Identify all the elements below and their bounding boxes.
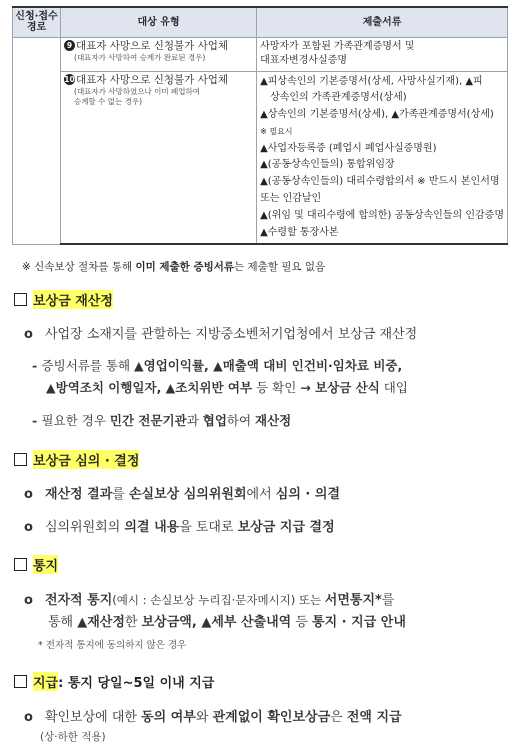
sub-bold: ▲영업이익률, ▲매출액 대비 인건비·임차료 비중, — [134, 358, 403, 373]
sub-bold: 보상금 산식 — [310, 380, 380, 395]
circle-bullet-icon: o — [24, 593, 33, 608]
section-title-rest: : 통지 당일~5일 이내 지급 — [58, 676, 215, 691]
section-title: 보상금 재산정 — [33, 290, 113, 309]
right-arrow-icon: → — [300, 380, 311, 395]
header-type: 대상 유형 — [61, 7, 257, 37]
sub-text: 과 — [186, 413, 203, 428]
bullet-bold: 손실보상 심의위원회 — [128, 487, 247, 502]
doc-line: ▲수령할 통장사본 — [260, 226, 339, 238]
doc-line: 또는 인감날인 — [260, 193, 322, 205]
section-payment-heading — [14, 672, 214, 691]
docs-cell — [257, 71, 508, 244]
bullet-bold: 심의 · 의결 — [275, 487, 341, 502]
footnote: * 전자적 통지에 동의하지 않은 경우 — [38, 640, 187, 651]
bullet-bold: 보상금 지급 결정 — [237, 520, 335, 535]
sub-bold: 민간 전문기관 — [109, 413, 187, 428]
checkbox-square-icon — [14, 558, 27, 571]
bullet-text: 에서 — [246, 487, 276, 502]
bullet-text: 와 — [195, 710, 213, 725]
bullet-text: (예시 : 손실보상 누리집·문자메시지) 또는 — [112, 593, 325, 607]
sub-bold: ▲방역조치 이행일자, ▲조치위반 여부 — [46, 380, 253, 395]
doc-line: ▲(공동상속인들의) 통합위임장 — [260, 159, 395, 171]
list-item — [24, 706, 402, 725]
bullet-bold: 서면통지* — [324, 593, 382, 608]
doc-line: 상속인의 가족관계증명서(상세) — [270, 92, 407, 104]
bullet-bold: 동의 여부 — [141, 710, 196, 725]
bullet-bold: 전액 지급 — [346, 710, 402, 725]
sub-item — [32, 356, 402, 374]
header-route — [13, 7, 61, 37]
row-number-badge: 10 — [64, 74, 75, 84]
type-note: 승계할 수 없는 경우) — [74, 96, 143, 106]
docs-cell — [257, 37, 508, 71]
doc-line: ▲(공동상속인들의) 대리수령합의서 ※ 반드시 본인서명 — [260, 176, 500, 188]
circle-bullet-icon: o — [24, 520, 33, 535]
bullet-bold: 관계없이 확인보상금 — [212, 710, 331, 725]
note-suffix: 는 제출할 필요 없음 — [234, 261, 326, 273]
bullet-text: 확인보상에 대한 — [44, 710, 142, 725]
sub-text: 하여 — [226, 413, 256, 428]
bullet-text: 등 — [291, 615, 313, 630]
checkbox-square-icon — [14, 293, 27, 306]
type-note: (대표자가 사망하였으나 이미 폐업하여 — [74, 86, 201, 96]
doc-line: ▲사업자등록증 (폐업시 폐업사실증명원) — [260, 142, 437, 154]
circle-bullet-icon: o — [24, 327, 33, 342]
doc-line: ※ 필요시 — [260, 126, 293, 136]
type-cell — [61, 37, 257, 71]
doc-line: ▲상속인의 기본증명서(상세), ▲가족관계증명서(상세) — [260, 109, 494, 121]
sub-text: 등 확인 — [252, 380, 301, 395]
section-title: 통지 — [33, 555, 58, 574]
route-cell — [13, 37, 61, 244]
doc-line: 대표자변경사실증명 — [260, 54, 348, 66]
bullet-bold: 보상금액, ▲세부 산출내역 — [141, 615, 292, 630]
bullet-text: 한 — [124, 615, 142, 630]
section-recalc-heading — [14, 290, 113, 309]
header-docs: 제출서류 — [257, 7, 508, 37]
sub-text: 증빙서류를 통해 — [41, 358, 135, 373]
sub-bold: 협업 — [202, 413, 227, 428]
list-item — [24, 589, 394, 608]
bullet-text: 를 — [112, 487, 129, 502]
table-header-row — [13, 7, 508, 37]
header-route-line2: 경로 — [26, 22, 47, 34]
list-item — [24, 483, 340, 502]
payment-note: (상·하한 적용) — [40, 731, 106, 743]
row-number-badge: 9 — [64, 40, 75, 51]
bullet-text: 심의위원회의 — [44, 520, 125, 535]
bullet-text: 을 토대로 — [179, 520, 238, 535]
bullet-text: 통해 — [48, 615, 78, 630]
doc-line: ▲피상속인의 기본증명서(상세, 사망사실기재), ▲피 — [260, 75, 483, 87]
submission-documents-table — [12, 6, 508, 245]
sub-text: 필요한 경우 — [41, 413, 110, 428]
list-item-cont — [48, 611, 406, 630]
type-note: (대표자가 사망하여 승계가 완료된 경우) — [74, 52, 206, 62]
list-item — [24, 323, 417, 342]
dash-icon: - — [32, 358, 42, 373]
type-cell — [61, 71, 257, 244]
bullet-text: 은 — [330, 710, 347, 725]
bullet-bold: 재산정 결과 — [44, 487, 113, 502]
checkbox-square-icon — [14, 453, 27, 466]
bullet-bold: 통지 · 지급 안내 — [312, 615, 406, 630]
circle-bullet-icon: o — [24, 487, 33, 502]
doc-line: 사망자가 포함된 가족관계증명서 및 — [260, 40, 415, 52]
section-title: 보상금 심의 · 결정 — [33, 450, 139, 469]
bullet-text: 를 — [381, 593, 395, 608]
header-route-line1: 신청·접수 — [15, 11, 58, 23]
section-review-heading — [14, 450, 139, 469]
checkbox-square-icon — [14, 675, 27, 688]
sub-item-cont — [46, 378, 408, 396]
section-notice-heading — [14, 555, 58, 574]
dash-icon: - — [32, 413, 42, 428]
type-title: 대표자 사망으로 신청불가 사업체 — [76, 73, 229, 86]
circle-bullet-icon: o — [24, 710, 33, 725]
bullet-text: 사업장 소재지를 관할하는 지방중소벤처기업청에서 보상금 재산정 — [44, 327, 418, 342]
bullet-bold: ▲재산정 — [77, 615, 125, 630]
sub-item — [32, 411, 291, 429]
note-prefix: ※ 신속보상 절차를 통해 — [22, 261, 136, 273]
bullet-bold: 전자적 통지 — [44, 593, 113, 608]
note-bold: 이미 제출한 증빙서류 — [135, 261, 235, 273]
type-title: 대표자 사망으로 신청불가 사업체 — [76, 39, 229, 52]
sub-text: 대입 — [379, 380, 408, 395]
table-row — [13, 71, 508, 244]
section-title: 지급 — [33, 672, 58, 691]
bullet-bold: 의결 내용 — [124, 520, 180, 535]
table-row — [13, 37, 508, 71]
list-item — [24, 516, 335, 535]
doc-line: ▲(위임 및 대리수령에 합의한) 공동상속인들의 인감증명 — [260, 209, 504, 221]
notice-line — [22, 259, 325, 274]
sub-bold: 재산정 — [255, 413, 292, 428]
